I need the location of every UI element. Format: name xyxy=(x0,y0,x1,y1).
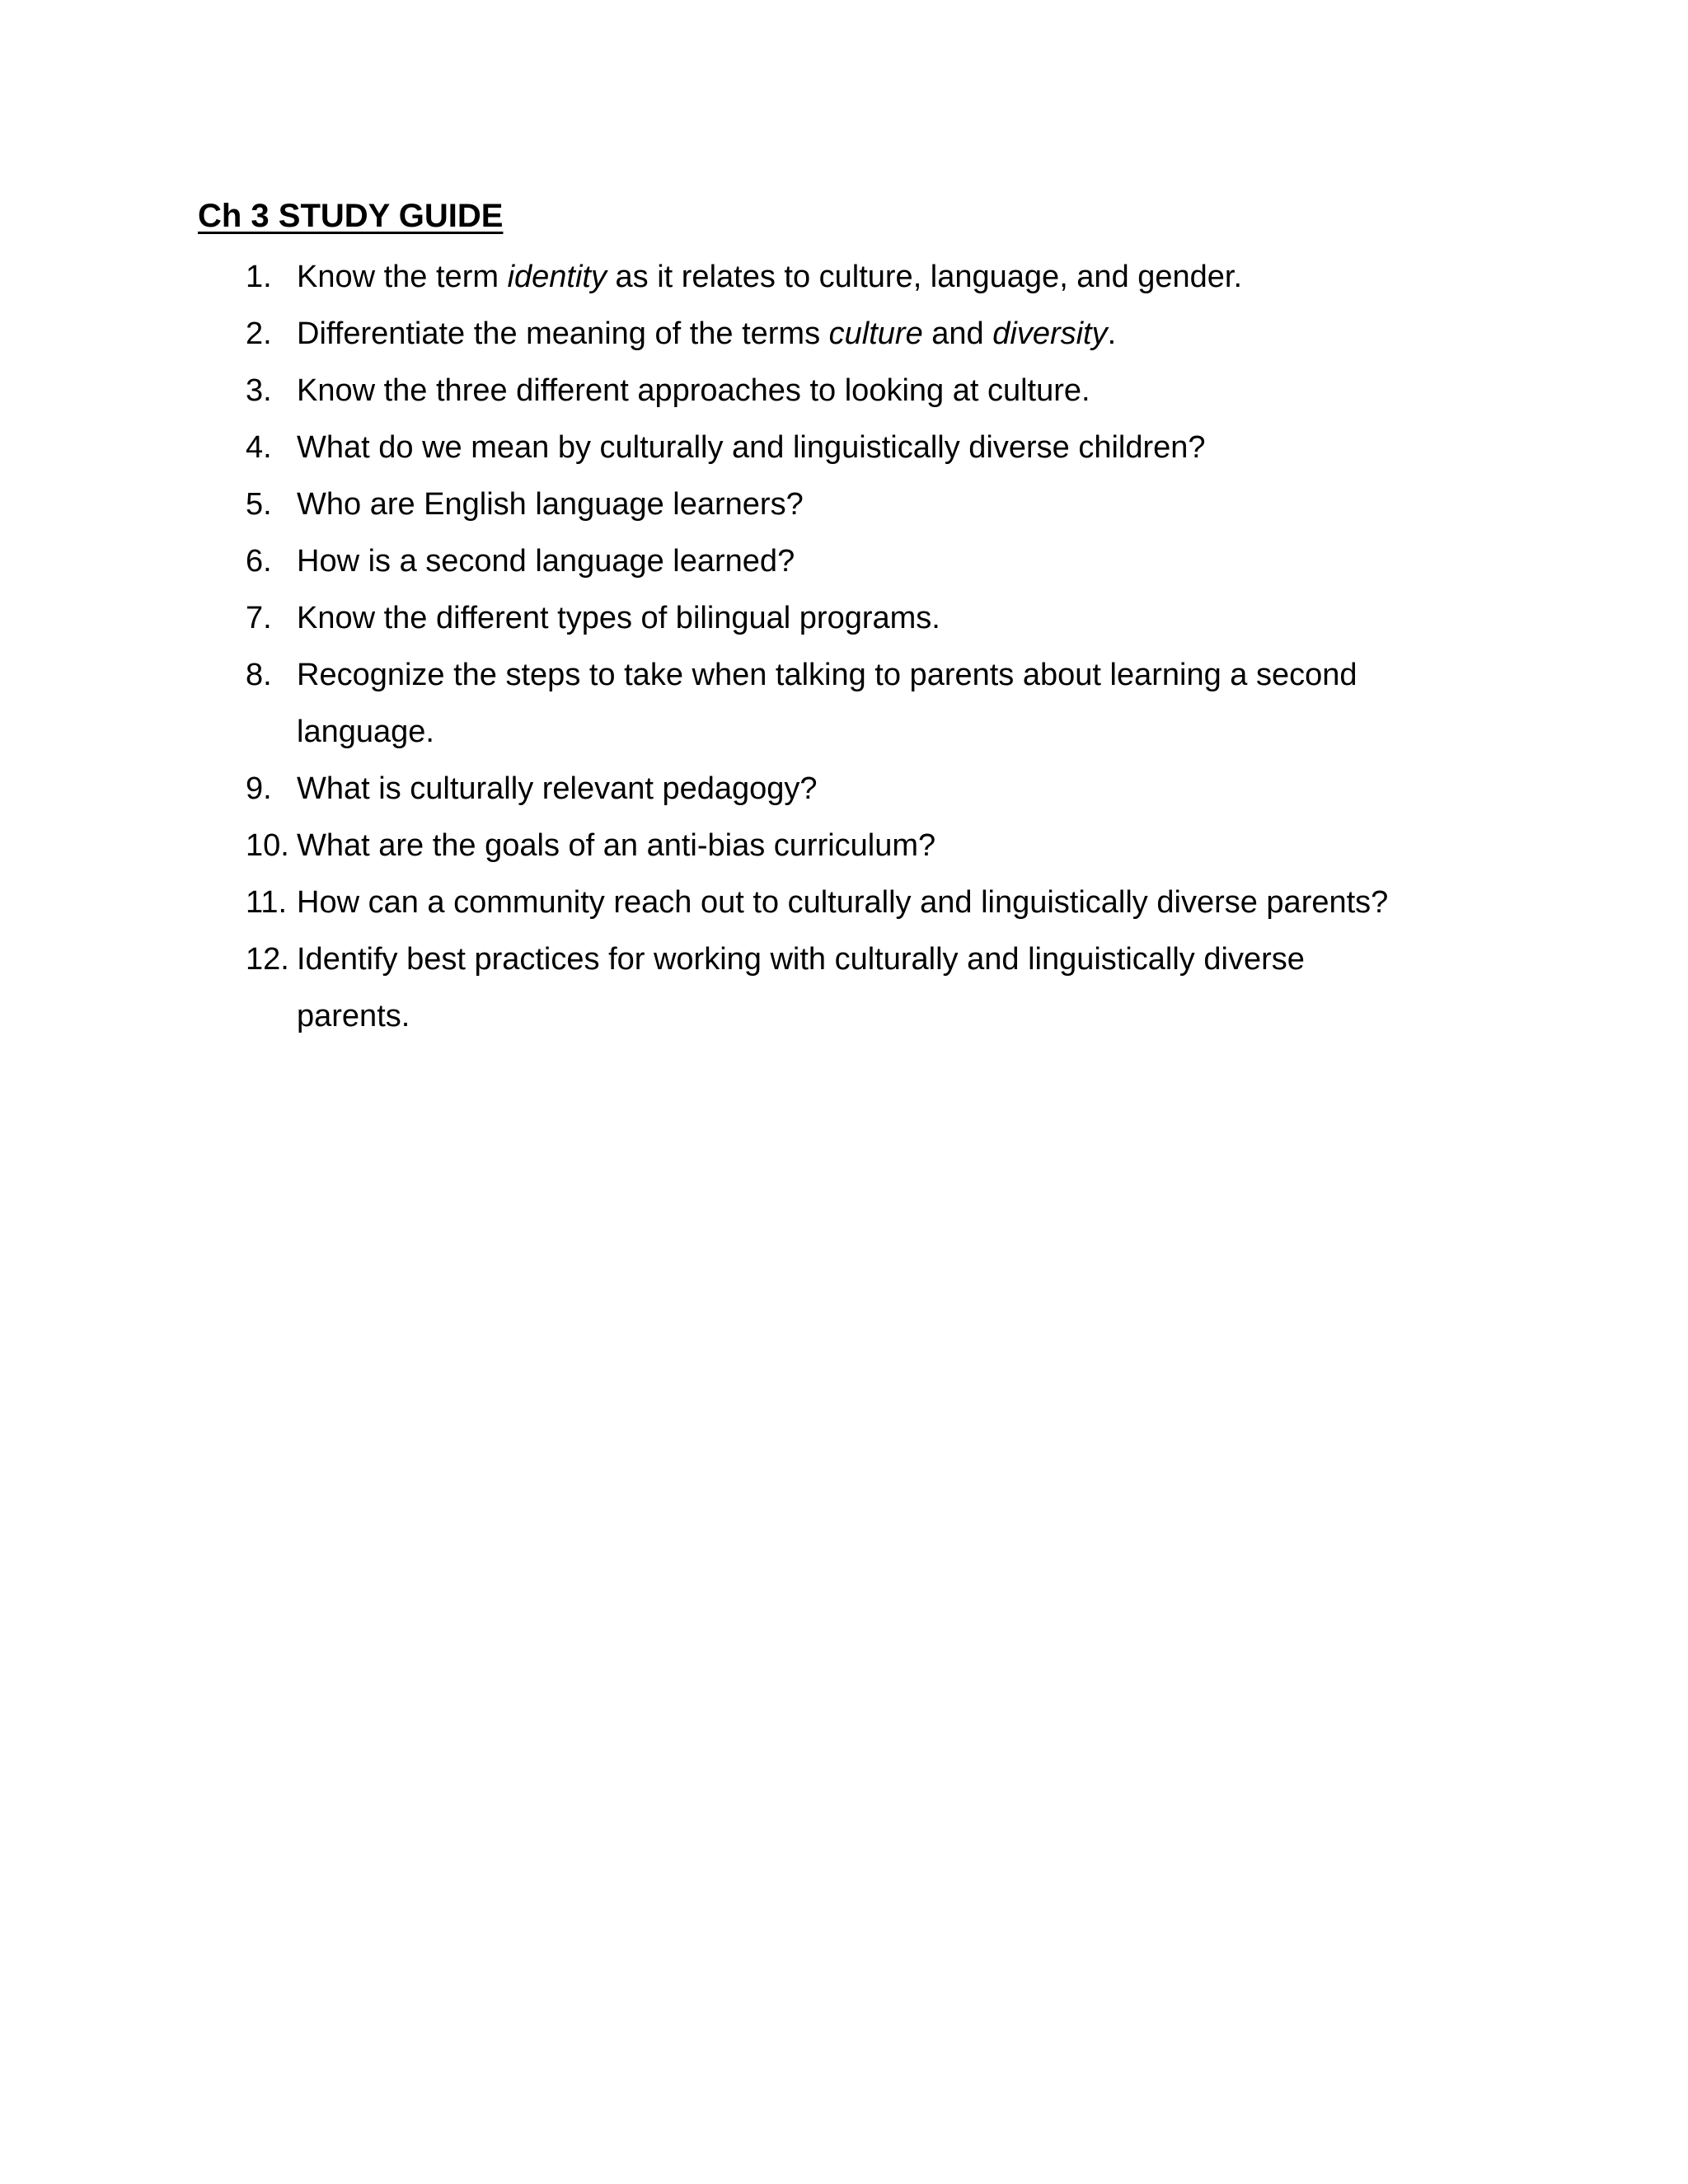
text-run: Know the three different approaches to looking at culture. xyxy=(297,373,1090,408)
list-item xyxy=(246,419,1482,476)
text-line: language. xyxy=(297,715,434,749)
list-item xyxy=(246,533,1482,590)
list-item xyxy=(246,761,1482,818)
item-text xyxy=(297,601,940,635)
page-title: Ch 3 STUDY GUIDE xyxy=(198,198,504,234)
item-text xyxy=(297,771,818,806)
text-run: How can a community reach out to culturally and linguistically diverse parents? xyxy=(297,885,1389,920)
item-number: 9. xyxy=(246,771,272,806)
text-run: How is a second language learned? xyxy=(297,544,795,579)
text-run: and xyxy=(922,316,993,351)
item-number: 11. xyxy=(246,885,288,920)
italic-term: culture xyxy=(828,316,923,351)
text-run: Who are English language learners? xyxy=(297,487,804,522)
text-run: What are the goals of an anti-bias curriculum? xyxy=(297,828,936,863)
item-number: 3. xyxy=(246,373,272,408)
list-item xyxy=(246,590,1482,647)
list-item xyxy=(246,249,1482,306)
list-item xyxy=(246,931,1482,1045)
list-item xyxy=(246,476,1482,533)
item-text xyxy=(297,658,1357,749)
item-text xyxy=(297,316,1116,351)
text-run: What do we mean by culturally and linguistically diverse children? xyxy=(297,430,1206,465)
item-text xyxy=(297,260,1242,294)
list-item xyxy=(246,306,1482,363)
text-run: Differentiate the meaning of the terms xyxy=(297,316,829,351)
italic-term: diversity xyxy=(992,316,1108,351)
item-text xyxy=(297,828,935,863)
item-text xyxy=(297,430,1206,465)
item-number: 1. xyxy=(246,260,272,294)
item-number: 4. xyxy=(246,430,272,465)
item-number: 12. xyxy=(246,942,289,977)
item-number: 5. xyxy=(246,487,272,522)
item-text xyxy=(297,373,1090,408)
text-run: Know the different types of bilingual programs. xyxy=(297,601,940,635)
text-run: as it relates to culture, language, and gender. xyxy=(606,260,1243,294)
list-item xyxy=(246,818,1482,874)
text-run: Know the term xyxy=(297,260,508,294)
italic-term: identity xyxy=(507,260,607,294)
item-text xyxy=(297,487,804,522)
item-text xyxy=(297,942,1305,1033)
text-line: Recognize the steps to take when talking to parents about learning a second xyxy=(297,658,1357,692)
study-question-list xyxy=(246,249,1482,1045)
item-text xyxy=(297,885,1388,920)
text-run: . xyxy=(1107,316,1117,351)
item-number: 2. xyxy=(246,316,272,351)
list-item xyxy=(246,647,1482,761)
item-number: 7. xyxy=(246,601,272,635)
list-item xyxy=(246,363,1482,419)
item-number: 8. xyxy=(246,658,272,692)
text-line: parents. xyxy=(297,999,410,1033)
item-number: 10. xyxy=(246,828,289,863)
list-item xyxy=(246,874,1482,931)
item-text xyxy=(297,544,795,579)
item-number: 6. xyxy=(246,544,272,579)
text-line: Identify best practices for working with culturally and linguistically diverse xyxy=(297,942,1305,977)
text-run: What is culturally relevant pedagogy? xyxy=(297,771,818,806)
